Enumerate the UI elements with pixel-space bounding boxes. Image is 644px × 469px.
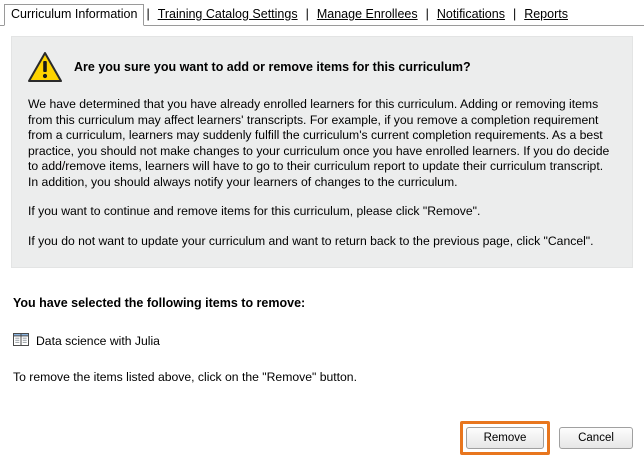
tab-label: Training Catalog Settings [157,7,298,21]
list-item [13,332,644,350]
tab-label: Curriculum Information [11,7,138,21]
warning-paragraph-2: If you want to continue and remove items for this curriculum, please click "Remove". [28,204,481,218]
tab-label: Notifications [436,7,505,21]
remove-instruction: To remove the items listed above, click on the "Remove" button. [13,370,357,384]
tab-separator-4: | [512,7,517,21]
warning-panel [11,36,633,268]
warning-triangle-icon [28,51,62,83]
tab-notifications[interactable] [431,4,511,25]
remove-button[interactable]: Remove [466,427,544,449]
tab-curriculum-information[interactable] [4,4,144,26]
tab-label: Manage Enrollees [316,7,418,21]
warning-paragraph-3: If you do not want to update your curriculum and want to return back to the previous page, click "Cancel". [28,233,594,248]
tab-training-catalog-settings[interactable] [152,4,304,25]
selected-items-heading: You have selected the following items to remove: [13,296,306,310]
cancel-button[interactable]: Cancel [559,427,633,449]
tab-separator-1: | [146,7,150,21]
button-bar [460,421,633,455]
warning-title: Are you sure you want to add or remove items for this curriculum? [74,59,471,74]
tab-separator-2: | [305,7,309,21]
tab-manage-enrollees[interactable] [311,4,424,25]
tab-bar [0,0,644,26]
list-item-label: Data science with Julia [36,334,160,348]
warning-header [28,51,616,83]
warning-paragraph-1: We have determined that you have already enrolled learners for this curriculum. Adding or removing items from this curriculum may affect learners' transcripts. For example, if you remove a completion requirement from a curriculum, learners may suddenly fulfill the curriculum's current completion requirements. As a best practice, you should not make changes to your curriculum once you have enrolled learners. If you do decide to add/remove items, learners will have to go to their curriculum report to update their curriculum transcript. In addition, you should always notify your learners of changes to the curriculum. [28,97,610,189]
tab-reports[interactable] [518,4,574,25]
book-icon [13,332,29,350]
tab-label: Reports [524,7,568,21]
remove-button-highlight [460,421,550,455]
tab-separator-3: | [425,7,429,21]
